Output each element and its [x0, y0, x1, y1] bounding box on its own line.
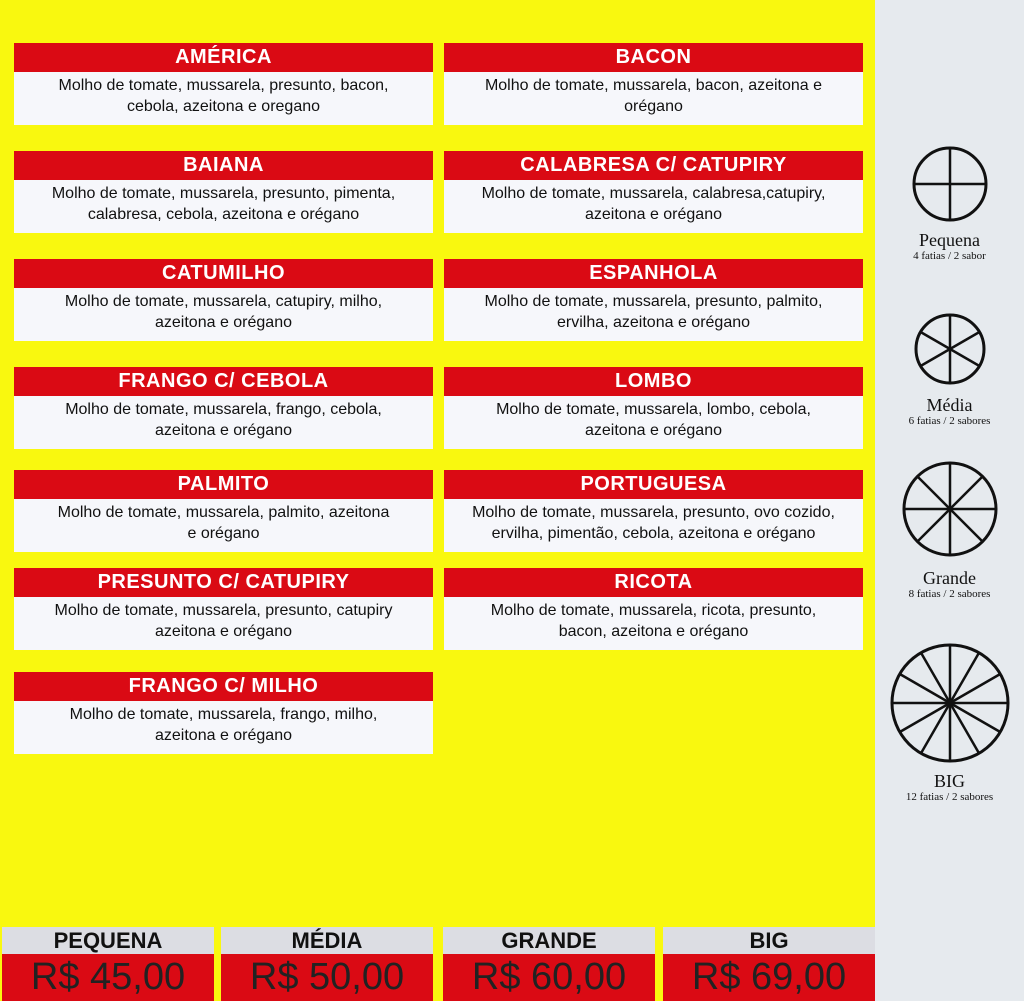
menu-item-ricota [444, 568, 863, 650]
menu-item-description: Molho de tomate, mussarela, palmito, azeitona e orégano [57, 504, 390, 542]
menu-item-bacon [444, 43, 863, 125]
menu-item-presunto-catupiry [14, 568, 433, 650]
menu-item-palmito [14, 470, 433, 552]
pizza-4-slices-icon [910, 144, 990, 224]
menu-item-title: ESPANHOLA [444, 259, 863, 288]
menu-item-catumilho [14, 259, 433, 341]
menu-item-title: LOMBO [444, 367, 863, 396]
menu-item-description: Molho de tomate, mussarela, frango, milho, azeitona e orégano [69, 706, 378, 744]
price-media [221, 927, 433, 1001]
price-label: PEQUENA [2, 927, 214, 954]
menu-item-calabresa-catupiry [444, 151, 863, 233]
size-info: 8 fatias / 2 sabores [908, 588, 991, 600]
menu-item-description: Molho de tomate, mussarela, ricota, presunto, bacon, azeitona e orégano [490, 602, 817, 640]
menu-item-description: Molho de tomate, mussarela, bacon, azeitona e orégano [484, 77, 823, 115]
pizza-12-slices-icon [888, 641, 1012, 765]
pizza-8-slices-icon [900, 456, 1000, 562]
menu-item-america [14, 43, 433, 125]
menu-item-portuguesa [444, 470, 863, 552]
size-info: 12 fatias / 2 sabores [905, 791, 994, 803]
price-value: R$ 60,00 [443, 954, 655, 1001]
menu-item-title: RICOTA [444, 568, 863, 597]
menu-item-title: PALMITO [14, 470, 433, 499]
pizza-6-slices-icon [910, 309, 990, 389]
price-label: MÉDIA [221, 927, 433, 954]
size-sidebar [875, 0, 1024, 1001]
menu-item-baiana [14, 151, 433, 233]
price-pequena [2, 927, 214, 1001]
size-name: Média [926, 395, 973, 415]
size-big [875, 641, 1024, 804]
menu-item-description: Molho de tomate, mussarela, frango, cebola, azeitona e orégano [65, 401, 382, 439]
menu-item-description: Molho de tomate, mussarela, presunto, bacon, cebola, azeitona e oregano [58, 77, 389, 115]
menu-item-title: FRANGO C/ MILHO [14, 672, 433, 701]
menu-item-espanhola [444, 259, 863, 341]
menu-item-title: BACON [444, 43, 863, 72]
menu-item-description: Molho de tomate, mussarela, calabresa,catupiry, azeitona e orégano [481, 185, 826, 223]
size-pequena [875, 144, 1024, 263]
menu-item-frango-milho [14, 672, 433, 754]
menu-item-title: AMÉRICA [14, 43, 433, 72]
menu-item-title: PRESUNTO C/ CATUPIRY [14, 568, 433, 597]
menu-item-title: BAIANA [14, 151, 433, 180]
size-name: Pequena [919, 230, 980, 250]
price-label: BIG [663, 927, 875, 954]
size-grande [875, 456, 1024, 601]
menu-item-title: PORTUGUESA [444, 470, 863, 499]
menu-item-title: CALABRESA C/ CATUPIRY [444, 151, 863, 180]
price-label: GRANDE [443, 927, 655, 954]
menu-item-title: FRANGO C/ CEBOLA [14, 367, 433, 396]
size-info: 4 fatias / 2 sabor [913, 250, 986, 262]
menu-item-description: Molho de tomate, mussarela, presunto, ovo cozido, ervilha, pimentão, cebola, azeitona e orégano [472, 504, 835, 542]
price-value: R$ 50,00 [221, 954, 433, 1001]
size-name: BIG [934, 771, 965, 791]
price-value: R$ 45,00 [2, 954, 214, 1001]
price-value: R$ 69,00 [663, 954, 875, 1001]
price-big [663, 927, 875, 1001]
menu-item-description: Molho de tomate, mussarela, presunto, palmito, ervilha, azeitona e orégano [484, 293, 823, 331]
menu-item-description: Molho de tomate, mussarela, presunto, catupiry azeitona e orégano [54, 602, 393, 640]
size-name: Grande [923, 568, 976, 588]
menu-item-description: Molho de tomate, mussarela, catupiry, milho, azeitona e orégano [64, 293, 383, 331]
menu-item-description: Molho de tomate, mussarela, lombo, cebola, azeitona e orégano [496, 401, 811, 439]
size-info: 6 fatias / 2 sabores [908, 415, 991, 427]
menu-item-title: CATUMILHO [14, 259, 433, 288]
menu-item-frango-cebola [14, 367, 433, 449]
price-grande [443, 927, 655, 1001]
menu-item-description: Molho de tomate, mussarela, presunto, pimenta, calabresa, cebola, azeitona e orégano [51, 185, 396, 223]
size-media [875, 309, 1024, 428]
menu-item-lombo [444, 367, 863, 449]
